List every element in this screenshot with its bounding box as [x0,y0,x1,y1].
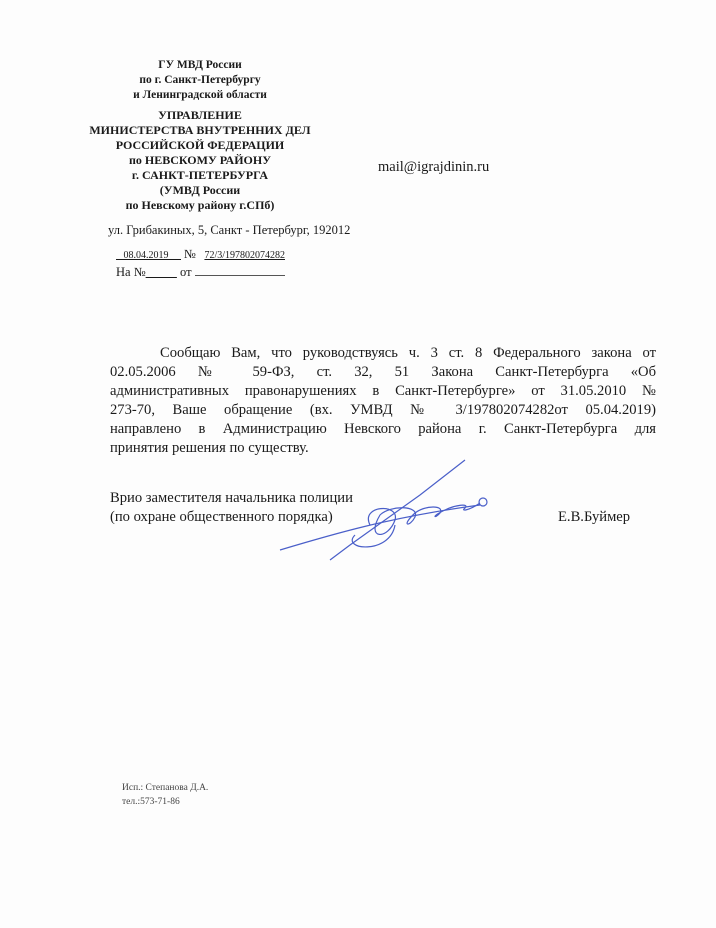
handwritten-signature [270,455,510,565]
position-line: Врио заместителя начальника полиции [110,490,353,506]
signer-name: Е.В.Буймер [558,509,631,525]
body-paragraph [110,344,656,458]
dept-line: УПРАВЛЕНИЕ [158,108,242,122]
org-header [70,58,330,103]
ref-label: На № [116,265,146,279]
body-line: 02.05.2006 № 59-ФЗ, ст. 32, 51 Закона Санкт-Петербурга «Об [110,364,656,380]
letter-number: 72/3/197802074282 [204,250,285,261]
dept-line: МИНИСТЕРСТВА ВНУТРЕННИХ ДЕЛ [89,123,311,137]
dept-header [70,108,330,213]
org-line: ГУ МВД России [158,59,242,71]
dept-line: РОССИЙСКОЙ ФЕДЕРАЦИИ [115,138,285,152]
position-line: (по охране общественного порядка) [110,509,333,525]
ref-from: от [180,265,192,279]
dept-line: по Невскому району г.СПб) [125,198,275,212]
date-number-line [116,247,285,263]
number-label: № [183,247,196,261]
body-line: административных правонарушениях в Санкт-Петербурге» от 31.05.2010 № [110,383,656,399]
footer [122,781,208,809]
body-line: 273-70, Ваше обращение (вх. УМВД № 3/197802074282от 05.04.2019) [110,402,656,418]
reference-line [116,265,285,280]
recipient-email: mail@igrajdinin.ru [378,159,490,175]
dept-line: (УМВД России [159,183,241,197]
body-line: Сообщаю Вам, что руководствуясь ч. 3 ст. 8 Федерального закона от [160,345,656,361]
dept-line: по НЕВСКОМУ РАЙОНУ [128,153,272,167]
address: ул. Грибакиных, 5, Санкт - Петербург, 192012 [108,223,351,237]
org-line: по г. Санкт-Петербургу [139,74,261,86]
org-line: и Ленинградской области [133,89,267,101]
executor: Исп.: Степанова Д.А. [122,783,209,793]
body-line: принятия решения по существу. [110,440,309,456]
body-line: направлено в Администрацию Невского района г. Санкт-Петербурга для [110,421,656,437]
dept-line: г. САНКТ-ПЕТЕРБУРГА [131,168,269,182]
letter-date: 08.04.2019 [123,250,169,261]
phone: тел.:573-71-86 [122,797,180,807]
